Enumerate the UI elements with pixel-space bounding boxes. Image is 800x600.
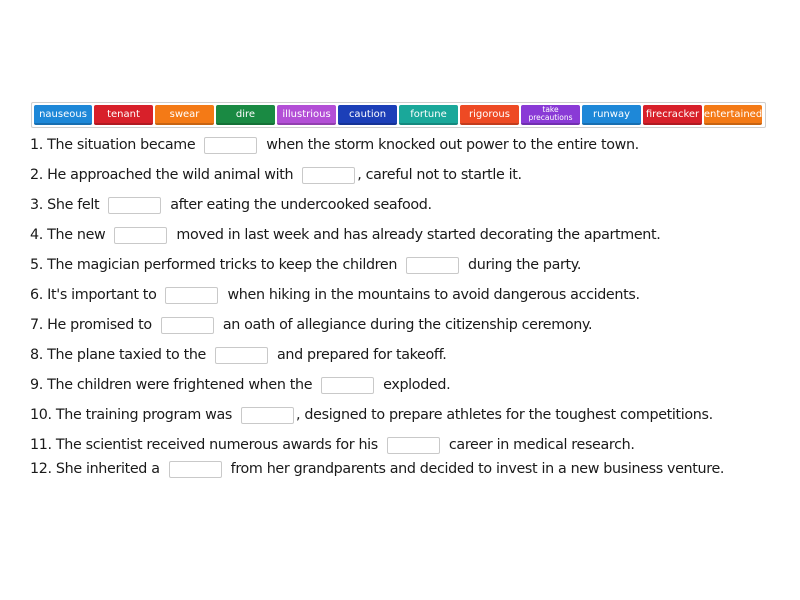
sentence-text-after: and prepared for takeoff. (277, 347, 447, 363)
answer-blank[interactable] (302, 167, 355, 184)
sentence-text-before: 3. She felt (30, 197, 100, 213)
word-chip-rigorous[interactable]: rigorous (460, 105, 519, 125)
sentence-text-after: , designed to prepare athletes for the toughest competitions. (296, 407, 713, 423)
answer-blank[interactable] (204, 137, 257, 154)
sentence-text-after: after eating the undercooked seafood. (170, 197, 432, 213)
sentence-row (30, 458, 724, 480)
word-chip-illustrious[interactable]: illustrious (277, 105, 336, 125)
sentence-text-before: 11. The scientist received numerous awards for his (30, 437, 378, 453)
word-chip-caution[interactable]: caution (338, 105, 397, 125)
word-chip-dire[interactable]: dire (216, 105, 275, 125)
word-chip-nauseous[interactable]: nauseous (34, 105, 92, 125)
word-chip-runway[interactable]: runway (582, 105, 641, 125)
answer-blank[interactable] (169, 461, 222, 478)
sentence-text-after: an oath of allegiance during the citizenship ceremony. (222, 317, 593, 333)
answer-blank[interactable] (215, 347, 268, 364)
sentence-row (30, 194, 432, 216)
word-chip-swear[interactable]: swear (155, 105, 214, 125)
sentence-text-before: 7. He promised to (30, 317, 152, 333)
sentence-text-after: exploded. (383, 377, 451, 393)
sentence-text-after: career in medical research. (448, 437, 635, 453)
sentence-text-before: 4. The new (30, 227, 106, 243)
sentence-text-after: from her grandparents and decided to invest in a new business venture. (230, 461, 725, 477)
answer-blank[interactable] (387, 437, 440, 454)
sentence-text-before: 12. She inherited a (30, 461, 160, 477)
sentence-row (30, 284, 640, 306)
sentence-text-before: 10. The training program was (30, 407, 233, 423)
answer-blank[interactable] (321, 377, 374, 394)
sentence-row (30, 224, 660, 246)
sentence-row (30, 134, 639, 156)
answer-blank[interactable] (241, 407, 294, 424)
sentence-text-after: during the party. (468, 257, 582, 273)
sentence-text-before: 6. It's important to (30, 287, 157, 303)
word-chip-fortune[interactable]: fortune (399, 105, 458, 125)
sentence-text-after: , careful not to startle it. (357, 167, 522, 183)
sentence-text-before: 5. The magician performed tricks to keep the children (30, 257, 398, 273)
word-chip-take-precautions[interactable]: take precautions (521, 105, 580, 125)
answer-blank[interactable] (161, 317, 214, 334)
sentence-text-after: moved in last week and has already started decorating the apartment. (176, 227, 661, 243)
answer-blank[interactable] (165, 287, 218, 304)
sentence-text-after: when hiking in the mountains to avoid dangerous accidents. (227, 287, 640, 303)
sentence-row (30, 404, 713, 426)
answer-blank[interactable] (114, 227, 167, 244)
word-bank (31, 102, 766, 128)
word-chip-tenant[interactable]: tenant (94, 105, 153, 125)
answer-blank[interactable] (406, 257, 459, 274)
sentence-row (30, 164, 522, 186)
sentence-row (30, 374, 450, 396)
sentence-text-before: 9. The children were frightened when the (30, 377, 313, 393)
word-chip-entertained[interactable]: entertained (704, 105, 762, 125)
sentence-text-before: 8. The plane taxied to the (30, 347, 207, 363)
sentence-row (30, 434, 635, 456)
word-chip-firecracker[interactable]: firecracker (643, 105, 702, 125)
sentence-text-before: 1. The situation became (30, 137, 196, 153)
answer-blank[interactable] (108, 197, 161, 214)
sentence-row (30, 254, 581, 276)
sentence-row (30, 314, 592, 336)
sentence-text-after: when the storm knocked out power to the entire town. (266, 137, 639, 153)
sentence-row (30, 344, 446, 366)
sentence-text-before: 2. He approached the wild animal with (30, 167, 294, 183)
